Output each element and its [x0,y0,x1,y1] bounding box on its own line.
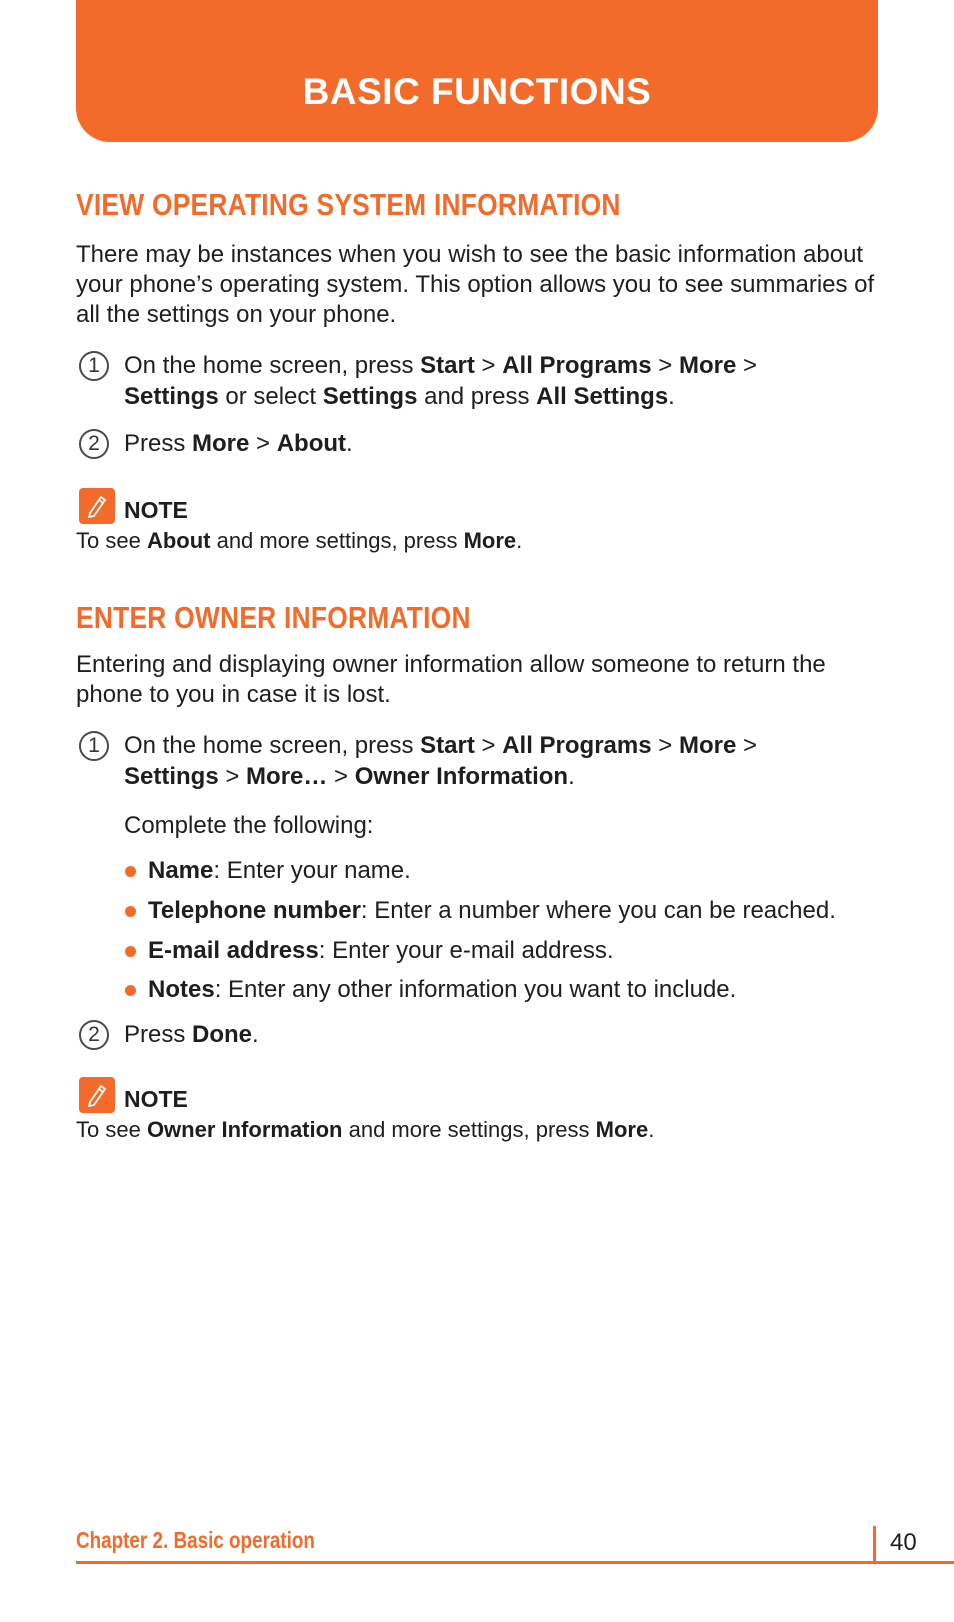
section1-step1-text: On the home screen, press Start > All Programs > More > Settings or select Settings and press All Settings. [124,352,757,410]
bullet-dot-icon [125,866,136,877]
bullet-dot-icon [125,906,136,917]
section2-intro: Entering and displaying owner information allow someone to return the phone to you in case it is lost. [76,651,826,708]
section-title-view-os-info: VIEW OPERATING SYSTEM INFORMATION [76,187,621,222]
section2-step1-text: On the home screen, press Start > All Programs > More > Settings > More… > Owner Information. [124,732,757,790]
footer-divider-tick [873,1526,876,1563]
complete-following-text: Complete the following: [124,812,374,839]
note-label: NOTE [124,1086,188,1112]
section-title-enter-owner-info: ENTER OWNER INFORMATION [76,600,471,635]
page-number: 40 [890,1529,917,1556]
step-number-icon: 1 [79,731,109,761]
note-label: NOTE [124,497,188,523]
bullet-item: Name: Enter your name. [148,857,411,884]
pencil-note-icon [79,1077,115,1113]
section2-step2-text: Press Done. [124,1021,259,1048]
section1-step2-text: Press More > About. [124,430,353,457]
chapter-header-banner [76,0,878,142]
section1-note-text: To see About and more settings, press More. [76,528,523,553]
bullet-dot-icon [125,946,136,957]
bullet-item: E-mail address: Enter your e-mail address. [148,937,614,964]
pencil-note-icon [79,488,115,524]
footer-rule [76,1561,954,1564]
step-number-icon: 2 [79,429,109,459]
step-number-icon: 1 [79,351,109,381]
section2-note-text: To see Owner Information and more settings, press More. [76,1117,655,1142]
section1-intro: There may be instances when you wish to see the basic information about your phone’s operating system. This option allows you to see summaries of all the settings on your phone. [76,241,875,328]
bullet-item: Telephone number: Enter a number where you can be reached. [148,897,836,924]
step-number-icon: 2 [79,1020,109,1050]
bullet-dot-icon [125,985,136,996]
footer-chapter-label: Chapter 2. Basic operation [76,1527,315,1553]
chapter-title: BASIC FUNCTIONS [302,71,652,112]
bullet-item: Notes: Enter any other information you want to include. [148,976,737,1003]
